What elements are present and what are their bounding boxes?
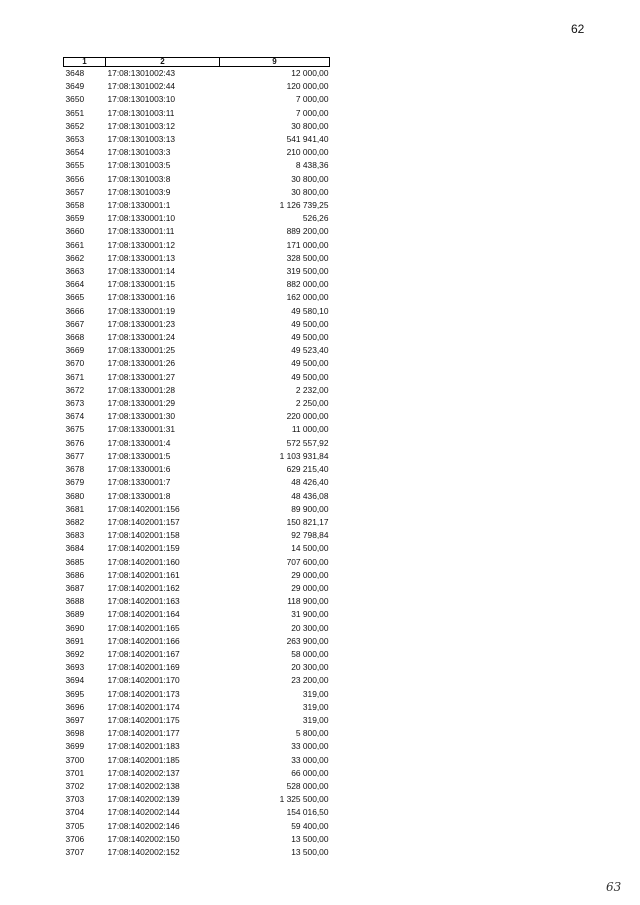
- table-row: [64, 450, 330, 463]
- row-number: 3676: [65, 437, 85, 448]
- cadastral-number: 17:08:1402001:167: [107, 648, 180, 659]
- cadastral-number: 17:08:1301003:12: [107, 120, 176, 131]
- amount-value: 33 000,00: [291, 754, 329, 765]
- row-number: 3675: [65, 424, 85, 435]
- table-row: [64, 476, 330, 489]
- data-table-container: [63, 57, 329, 859]
- row-number: 3686: [65, 569, 85, 580]
- table-row: [64, 688, 330, 701]
- table-row: [64, 80, 330, 93]
- amount-value: 89 900,00: [291, 503, 329, 514]
- cadastral-number: 17:08:1330001:1: [107, 200, 171, 211]
- table-row: [64, 635, 330, 648]
- cadastral-number: 17:08:1330001:25: [107, 345, 176, 356]
- cadastral-number: 17:08:1402001:170: [107, 675, 180, 686]
- amount-value: 13 500,00: [291, 846, 329, 857]
- table-row: [64, 727, 330, 740]
- handwritten-page-mark: 63: [606, 880, 622, 894]
- cadastral-number: 17:08:1301003:3: [107, 147, 171, 158]
- cadastral-number: 17:08:1402002:139: [107, 794, 180, 805]
- cadastral-number: 17:08:1330001:5: [107, 450, 171, 461]
- cadastral-number: 17:08:1330001:19: [107, 305, 176, 316]
- amount-value: 30 800,00: [291, 173, 329, 184]
- amount-value: 1 325 500,00: [279, 794, 329, 805]
- row-number: 3651: [65, 107, 85, 118]
- amount-value: 30 800,00: [291, 120, 329, 131]
- row-number: 3673: [65, 398, 85, 409]
- row-number: 3670: [65, 358, 85, 369]
- cadastral-number: 17:08:1330001:30: [107, 411, 176, 422]
- table-row: [64, 133, 330, 146]
- row-number: 3648: [65, 68, 85, 78]
- cadastral-number: 17:08:1330001:16: [107, 292, 176, 303]
- row-number: 3700: [65, 754, 85, 765]
- row-number: 3695: [65, 688, 85, 699]
- table-row: [64, 648, 330, 661]
- amount-value: 328 500,00: [286, 252, 329, 263]
- table-row: [64, 490, 330, 503]
- row-number: 3657: [65, 186, 85, 197]
- cadastral-number: 17:08:1301003:5: [107, 160, 171, 171]
- row-number: 3659: [65, 213, 85, 224]
- cadastral-number: 17:08:1330001:12: [107, 239, 176, 250]
- table-row: [64, 397, 330, 410]
- cadastral-number: 17:08:1402002:152: [107, 846, 180, 857]
- amount-value: 31 900,00: [291, 609, 329, 620]
- table-row: [64, 212, 330, 225]
- row-number: 3694: [65, 675, 85, 686]
- amount-value: 33 000,00: [291, 741, 329, 752]
- cadastral-number: 17:08:1402001:177: [107, 728, 180, 739]
- amount-value: 59 400,00: [291, 820, 329, 831]
- cadastral-number: 17:08:1402001:175: [107, 714, 180, 725]
- row-number: 3692: [65, 648, 85, 659]
- cadastral-number: 17:08:1330001:23: [107, 318, 176, 329]
- amount-value: 48 436,08: [291, 490, 329, 501]
- amount-value: 1 126 739,25: [279, 200, 329, 211]
- amount-value: 319 500,00: [286, 266, 329, 277]
- table-row: [64, 740, 330, 753]
- row-number: 3705: [65, 820, 85, 831]
- table-row: [64, 410, 330, 423]
- amount-value: 120 000,00: [286, 81, 329, 92]
- cadastral-number: 17:08:1402001:174: [107, 701, 180, 712]
- amount-value: 49 500,00: [291, 358, 329, 369]
- table-row: [64, 622, 330, 635]
- row-number: 3650: [65, 94, 85, 105]
- row-number: 3678: [65, 464, 85, 475]
- row-number: 3656: [65, 173, 85, 184]
- cadastral-number: 17:08:1330001:29: [107, 398, 176, 409]
- cadastral-number: 17:08:1402001:161: [107, 569, 180, 580]
- cadastral-number: 17:08:1402001:160: [107, 556, 180, 567]
- cadastral-number: 17:08:1402002:150: [107, 833, 180, 844]
- cadastral-number: 17:08:1330001:31: [107, 424, 176, 435]
- table-row: [64, 331, 330, 344]
- amount-value: 20 300,00: [291, 622, 329, 633]
- amount-value: 171 000,00: [286, 239, 329, 250]
- column-header-2: 2: [106, 58, 220, 67]
- table-row: [64, 463, 330, 476]
- table-row: [64, 186, 330, 199]
- amount-value: 20 300,00: [291, 662, 329, 673]
- table-row: [64, 542, 330, 555]
- table-row: [64, 833, 330, 846]
- row-number: 3693: [65, 662, 85, 673]
- table-row: [64, 806, 330, 819]
- amount-value: 29 000,00: [291, 582, 329, 593]
- table-row: [64, 608, 330, 621]
- table-row: [64, 569, 330, 582]
- amount-value: 889 200,00: [286, 226, 329, 237]
- table-row: [64, 384, 330, 397]
- table-header-row: [64, 58, 330, 67]
- table-row: [64, 93, 330, 106]
- amount-value: 23 200,00: [291, 675, 329, 686]
- row-number: 3662: [65, 252, 85, 263]
- amount-value: 2 250,00: [295, 398, 329, 409]
- amount-value: 14 500,00: [291, 543, 329, 554]
- row-number: 3652: [65, 120, 85, 131]
- row-number: 3649: [65, 81, 85, 92]
- row-number: 3690: [65, 622, 85, 633]
- amount-value: 7 000,00: [295, 94, 329, 105]
- cadastral-number: 17:08:1301003:10: [107, 94, 176, 105]
- row-number: 3685: [65, 556, 85, 567]
- cadastral-number: 17:08:1301003:9: [107, 186, 171, 197]
- amount-value: 49 500,00: [291, 371, 329, 382]
- row-number: 3689: [65, 609, 85, 620]
- cadastral-number: 17:08:1330001:8: [107, 490, 171, 501]
- amount-value: 49 523,40: [291, 345, 329, 356]
- table-row: [64, 318, 330, 331]
- amount-value: 572 557,92: [286, 437, 329, 448]
- row-number: 3698: [65, 728, 85, 739]
- row-number: 3704: [65, 807, 85, 818]
- table-row: [64, 239, 330, 252]
- cadastral-number: 17:08:1402001:185: [107, 754, 180, 765]
- table-row: [64, 661, 330, 674]
- row-number: 3707: [65, 846, 85, 857]
- amount-value: 528 000,00: [286, 780, 329, 791]
- row-number: 3669: [65, 345, 85, 356]
- table-row: [64, 582, 330, 595]
- cadastral-number: 17:08:1330001:7: [107, 477, 171, 488]
- cadastral-number: 17:08:1402001:164: [107, 609, 180, 620]
- table-row: [64, 754, 330, 767]
- amount-value: 1 103 931,84: [279, 450, 329, 461]
- amount-value: 92 798,84: [291, 530, 329, 541]
- row-number: 3653: [65, 134, 85, 145]
- column-header-1: 1: [64, 58, 106, 67]
- row-number: 3665: [65, 292, 85, 303]
- amount-value: 49 500,00: [291, 318, 329, 329]
- amount-value: 13 500,00: [291, 833, 329, 844]
- row-number: 3672: [65, 384, 85, 395]
- row-number: 3660: [65, 226, 85, 237]
- table-row: [64, 225, 330, 238]
- amount-value: 319,00: [302, 688, 329, 699]
- amount-value: 162 000,00: [286, 292, 329, 303]
- amount-value: 8 438,36: [295, 160, 329, 171]
- cadastral-number: 17:08:1402002:138: [107, 780, 180, 791]
- cadastral-number: 17:08:1301003:8: [107, 173, 171, 184]
- row-number: 3664: [65, 279, 85, 290]
- amount-value: 707 600,00: [286, 556, 329, 567]
- amount-value: 526,26: [302, 213, 329, 224]
- cadastral-number: 17:08:1402001:173: [107, 688, 180, 699]
- amount-value: 2 232,00: [295, 384, 329, 395]
- amount-value: 12 000,00: [291, 68, 329, 78]
- row-number: 3671: [65, 371, 85, 382]
- cadastral-number: 17:08:1330001:6: [107, 464, 171, 475]
- amount-value: 319,00: [302, 701, 329, 712]
- row-number: 3666: [65, 305, 85, 316]
- table-row: [64, 291, 330, 304]
- amount-value: 118 900,00: [287, 596, 329, 607]
- table-row: [64, 793, 330, 806]
- table-row: [64, 529, 330, 542]
- cadastral-number: 17:08:1402001:162: [107, 582, 180, 593]
- cadastral-number: 17:08:1330001:14: [107, 266, 176, 277]
- cadastral-number: 17:08:1402001:159: [107, 543, 180, 554]
- amount-value: 882 000,00: [286, 279, 329, 290]
- cadastral-number: 17:08:1330001:4: [107, 437, 171, 448]
- amount-value: 220 000,00: [286, 411, 329, 422]
- table-row: [64, 371, 330, 384]
- cadastral-number: 17:08:1402002:137: [107, 767, 180, 778]
- row-number: 3674: [65, 411, 85, 422]
- row-number: 3691: [65, 635, 85, 646]
- table-row: [64, 344, 330, 357]
- row-number: 3703: [65, 794, 85, 805]
- row-number: 3667: [65, 318, 85, 329]
- cadastral-number: 17:08:1330001:10: [107, 213, 176, 224]
- row-number: 3680: [65, 490, 85, 501]
- table-row: [64, 556, 330, 569]
- table-row: [64, 780, 330, 793]
- amount-value: 11 000,00: [291, 424, 329, 435]
- table-row: [64, 159, 330, 172]
- cadastral-number: 17:08:1330001:28: [107, 384, 176, 395]
- cadastral-number: 17:08:1330001:13: [107, 252, 176, 263]
- cadastral-number: 17:08:1402001:157: [107, 516, 180, 527]
- table-row: [64, 595, 330, 608]
- cadastral-number: 17:08:1301002:43: [107, 68, 176, 78]
- table-row: [64, 503, 330, 516]
- amount-value: 541 941,40: [286, 134, 329, 145]
- table-row: [64, 67, 330, 81]
- row-number: 3654: [65, 147, 85, 158]
- cadastral-number: 17:08:1402002:144: [107, 807, 180, 818]
- table-row: [64, 265, 330, 278]
- row-number: 3688: [65, 596, 85, 607]
- amount-value: 5 800,00: [295, 728, 329, 739]
- cadastral-number: 17:08:1402002:146: [107, 820, 180, 831]
- amount-value: 49 500,00: [291, 332, 329, 343]
- cadastral-number: 17:08:1402001:156: [107, 503, 180, 514]
- row-number: 3677: [65, 450, 85, 461]
- table-row: [64, 423, 330, 436]
- table-row: [64, 846, 330, 859]
- data-table: [63, 57, 330, 859]
- row-number: 3679: [65, 477, 85, 488]
- row-number: 3696: [65, 701, 85, 712]
- cadastral-number: 17:08:1301002:44: [107, 81, 176, 92]
- row-number: 3682: [65, 516, 85, 527]
- cadastral-number: 17:08:1402001:165: [107, 622, 180, 633]
- row-number: 3658: [65, 200, 85, 211]
- amount-value: 66 000,00: [291, 767, 329, 778]
- column-header-9: 9: [220, 58, 330, 67]
- table-row: [64, 120, 330, 133]
- table-row: [64, 714, 330, 727]
- amount-value: 49 580,10: [291, 305, 329, 316]
- row-number: 3661: [65, 239, 85, 250]
- row-number: 3684: [65, 543, 85, 554]
- row-number: 3655: [65, 160, 85, 171]
- amount-value: 58 000,00: [291, 648, 329, 659]
- page-number: 62: [571, 22, 585, 36]
- amount-value: 210 000,00: [286, 147, 329, 158]
- row-number: 3663: [65, 266, 85, 277]
- table-row: [64, 146, 330, 159]
- table-row: [64, 107, 330, 120]
- amount-value: 154 016,50: [286, 807, 329, 818]
- amount-value: 150 821,17: [286, 516, 329, 527]
- table-row: [64, 305, 330, 318]
- table-row: [64, 437, 330, 450]
- row-number: 3683: [65, 530, 85, 541]
- amount-value: 7 000,00: [295, 107, 329, 118]
- cadastral-number: 17:08:1402001:163: [107, 596, 180, 607]
- row-number: 3701: [65, 767, 85, 778]
- amount-value: 263 900,00: [286, 635, 329, 646]
- row-number: 3681: [65, 503, 85, 514]
- amount-value: 29 000,00: [291, 569, 329, 580]
- table-row: [64, 767, 330, 780]
- table-row: [64, 701, 330, 714]
- row-number: 3687: [65, 582, 85, 593]
- table-row: [64, 278, 330, 291]
- amount-value: 629 215,40: [286, 464, 329, 475]
- amount-value: 319,00: [302, 714, 329, 725]
- table-row: [64, 252, 330, 265]
- table-row: [64, 516, 330, 529]
- row-number: 3697: [65, 714, 85, 725]
- cadastral-number: 17:08:1402001:166: [107, 635, 180, 646]
- cadastral-number: 17:08:1330001:15: [107, 279, 176, 290]
- cadastral-number: 17:08:1301003:13: [107, 134, 176, 145]
- row-number: 3699: [65, 741, 85, 752]
- cadastral-number: 17:08:1330001:27: [107, 371, 176, 382]
- table-row: [64, 674, 330, 687]
- cadastral-number: 17:08:1301003:11: [107, 107, 175, 118]
- table-row: [64, 199, 330, 212]
- cadastral-number: 17:08:1402001:158: [107, 530, 180, 541]
- table-body: [64, 67, 330, 860]
- row-number: 3706: [65, 833, 85, 844]
- row-number: 3668: [65, 332, 85, 343]
- cadastral-number: 17:08:1330001:24: [107, 332, 176, 343]
- table-row: [64, 173, 330, 186]
- amount-value: 30 800,00: [291, 186, 329, 197]
- table-row: [64, 357, 330, 370]
- amount-value: 48 426,40: [291, 477, 329, 488]
- cadastral-number: 17:08:1330001:26: [107, 358, 176, 369]
- table-row: [64, 820, 330, 833]
- row-number: 3702: [65, 780, 85, 791]
- cadastral-number: 17:08:1330001:11: [107, 226, 175, 237]
- cadastral-number: 17:08:1402001:183: [107, 741, 180, 752]
- cadastral-number: 17:08:1402001:169: [107, 662, 180, 673]
